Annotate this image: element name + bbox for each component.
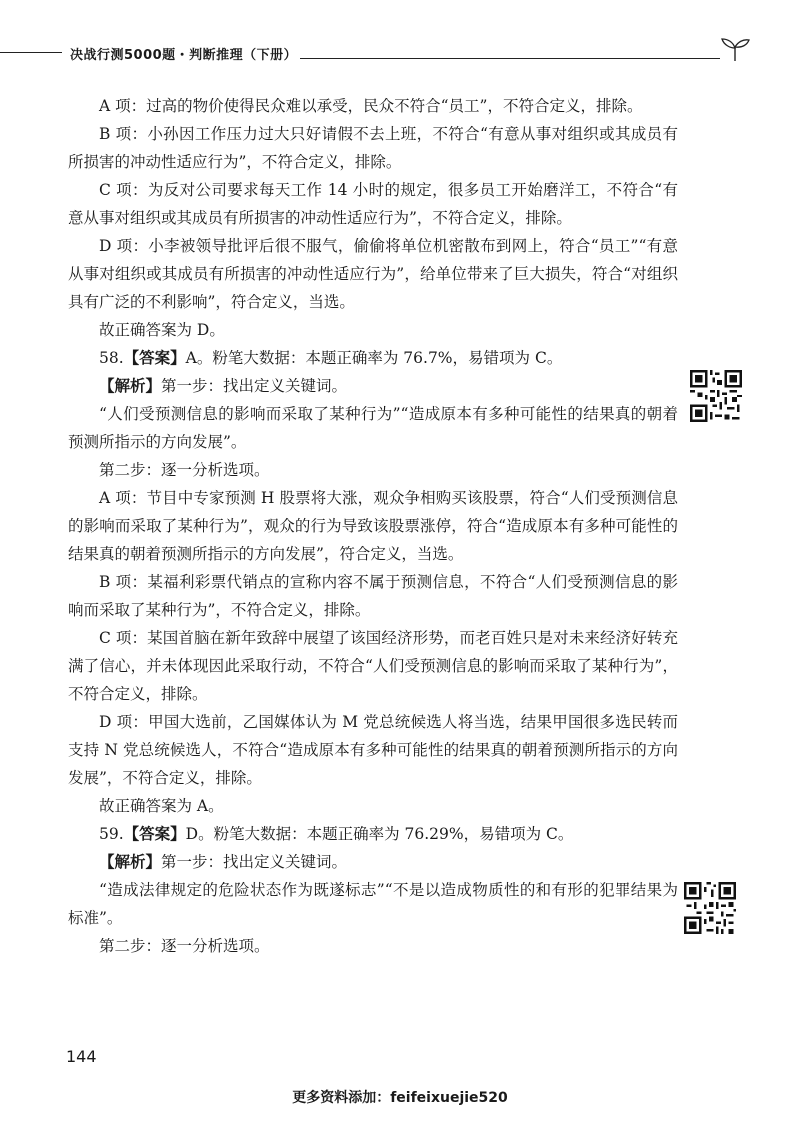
paragraph: D 项：小李被领导批评后很不服气，偷偷将单位机密散布到网上，符合“员工”“有意从事对组织或其成员有所损害的冲动性适应行为”，给单位带来了巨大损失，符合“对组织具有广泛的不利影响”，符合定义，当选。 <box>68 237 678 311</box>
paragraph: “人们受预测信息的影响而采取了某种行为”“造成原本有多种可能性的结果真的朝着预测所指示的方向发展”。 <box>68 405 678 451</box>
paragraph: 第二步：逐一分析选项。 <box>99 461 270 479</box>
paragraph: 故正确答案为 D。 <box>99 321 225 339</box>
question-58-analysis <box>68 372 678 400</box>
question-number: 59. <box>99 825 124 843</box>
paragraph: C 项：为反对公司要求每天工作 14 小时的规定，很多员工开始磨洋工，不符合“有意从事对组织或其成员有所损害的冲动性适应行为”，不符合定义，排除。 <box>68 181 678 227</box>
analysis-label: 【解析】 <box>99 852 162 871</box>
paragraph: A 项：节目中专家预测 H 股票将大涨，观众争相购买该股票，符合“人们受预测信息的影响而采取了某种行为”，观众的行为导致该股票涨停，符合“造成原本有多种可能性的结果真的朝着预测所指示的方向发展”，符合定义，当选。 <box>68 489 678 563</box>
question-58-answer <box>68 344 678 372</box>
question-number: 58. <box>99 349 124 367</box>
paragraph: “造成法律规定的危险状态作为既遂标志”“不是以造成物质性的和有形的犯罪结果为标准”。 <box>68 881 678 927</box>
paragraph: B 项：某福利彩票代销点的宣称内容不属于预测信息，不符合“人们受预测信息的影响而采取了某种行为”，不符合定义，排除。 <box>68 573 678 619</box>
page-number: 144 <box>66 1047 97 1066</box>
answer-label: 【答案】 <box>123 824 186 843</box>
paragraph: C 项：某国首脑在新年致辞中展望了该国经济形势，而老百姓只是对未来经济好转充满了信心，并未体现因此采取行动，不符合“人们受预测信息的影响而采取了某种行为”，不符合定义，排除。 <box>68 629 678 703</box>
qr-code-icon[interactable] <box>684 882 736 934</box>
question-59-analysis <box>68 848 678 876</box>
analysis-text: 第一步：找出定义关键词。 <box>161 377 348 395</box>
analysis-text: 第一步：找出定义关键词。 <box>161 853 348 871</box>
paragraph: B 项：小孙因工作压力过大只好请假不去上班，不符合“有意从事对组织或其成员有所损害的冲动性适应行为”，不符合定义，排除。 <box>68 125 678 171</box>
analysis-label: 【解析】 <box>99 376 162 395</box>
paragraph: 第二步：逐一分析选项。 <box>99 937 270 955</box>
answer-text: A。粉笔大数据：本题正确率为 76.7%，易错项为 C。 <box>185 349 563 367</box>
sprout-icon <box>718 36 752 62</box>
answer-text: D。粉笔大数据：本题正确率为 76.29%，易错项为 C。 <box>185 825 574 843</box>
paragraph: 故正确答案为 A。 <box>99 797 224 815</box>
paragraph: A 项：过高的物价使得民众难以承受，民众不符合“员工”，不符合定义，排除。 <box>99 97 643 115</box>
answer-label: 【答案】 <box>123 348 186 367</box>
header-rule-right <box>300 58 720 59</box>
question-59-answer <box>68 820 678 848</box>
footer-note: 更多资料添加：feifeixuejie520 <box>292 1090 508 1106</box>
header-rule-left <box>0 52 62 53</box>
paragraph: D 项：甲国大选前，乙国媒体认为 M 党总统候选人将当选，结果甲国很多选民转而支持 N 党总统候选人，不符合“造成原本有多种可能性的结果真的朝着预测所指示的方向发展”，不符合定义，排除。 <box>68 713 678 787</box>
page-body <box>68 92 678 960</box>
running-header-title: 决战行测5000题・判断推理（下册） <box>70 48 298 63</box>
qr-code-icon[interactable] <box>690 370 742 422</box>
